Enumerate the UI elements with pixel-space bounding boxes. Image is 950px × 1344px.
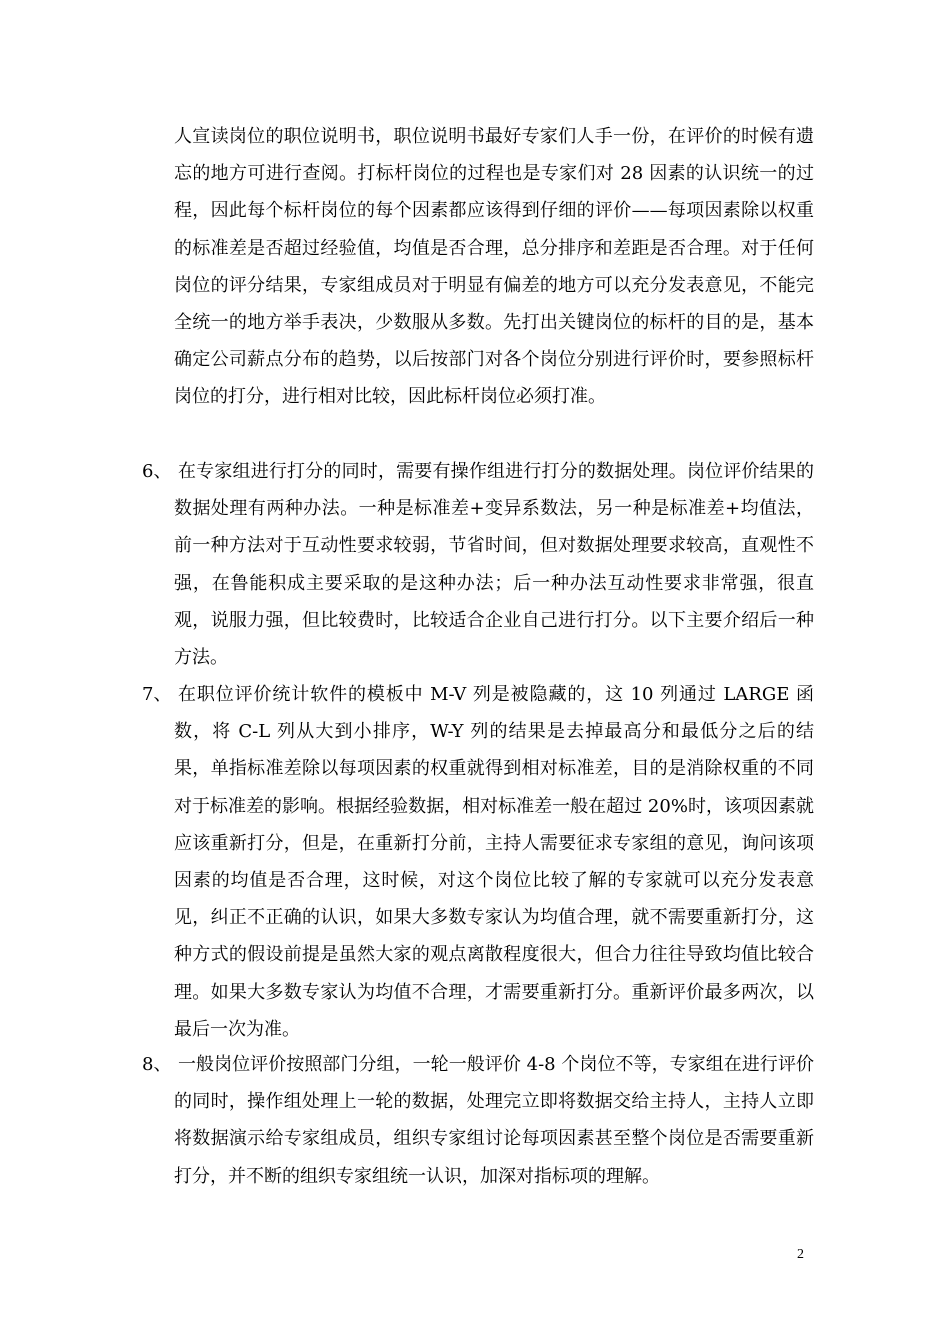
list-item-text: 一般岗位评价按照部门分组，一轮一般评价 4-8 个岗位不等，专家组在进行评价的同时，操作组处理上一轮的数据，处理完立即将数据交给主持人，主持人立即将数据演示给专家组成员，组织专家组讨论每项因素甚至整个岗位是否需要重新打分，并不断的组织专家组统一认识，加深对指标项的理解。	[174, 1054, 814, 1187]
list-item-text: 在专家组进行打分的同时，需要有操作组进行打分的数据处理。岗位评价结果的数据处理有两种办法。一种是标准差+变异系数法，另一种是标准差+均值法，前一种方法对于互动性要求较弱，节省时间，但对数据处理要求较高，直观性不强，在鲁能积成主要采取的是这种办法；后一种办法互动性要求非常强，很直观，说服力强，但比较费时，比较适合企业自己进行打分。以下主要介绍后一种方法。	[174, 461, 814, 669]
list-item-number: 8、	[142, 1054, 172, 1075]
continuation-paragraph: 人宣读岗位的职位说明书，职位说明书最好专家们人手一份，在评价的时候有遗忘的地方可进行查阅。打标杆岗位的过程也是专家们对 28 因素的认识统一的过程，因此每个标杆岗位的每个因素都应该得到仔细的评价——每项因素除以权重的标准差是否超过经验值，均值是否合理，总分排序和差距是否合理。对于任何岗位的评分结果，专家组成员对于明显有偏差的地方可以充分发表意见，不能完全统一的地方举手表决，少数服从多数。先打出关键岗位的标杆的目的是，基本确定公司薪点分布的趋势，以后按部门对各个岗位分别进行评价时，要参照标杆岗位的打分，进行相对比较，因此标杆岗位必须打准。	[174, 126, 814, 408]
list-item	[142, 676, 814, 1048]
list-item-number: 7、	[142, 684, 172, 705]
page-number: 2	[797, 1247, 804, 1262]
list-item-text: 在职位评价统计软件的模板中 M-V 列是被隐藏的，这 10 列通过 LARGE 函数，将 C-L 列从大到小排序，W-Y 列的结果是去掉最高分和最低分之后的结果，单指标准差除以每项因素的权重就得到相对标准差，目的是消除权重的不同对于标准差的影响。根据经验数据，相对标准差一般在超过 20%时，该项因素就应该重新打分，但是，在重新打分前，主持人需要征求专家组的意见，询问该项因素的均值是否合理，这时候，对这个岗位比较了解的专家就可以充分发表意见，纠正不正确的认识，如果大多数专家认为均值合理，就不需要重新打分，这种方式的假设前提是虽然大家的观点离散程度很大，但合力往往导致均值比较合理。如果大多数专家认为均值不合理，才需要重新打分。重新评价最多两次，以最后一次为准。	[174, 684, 814, 1040]
list-item	[142, 1046, 814, 1195]
list-item	[142, 453, 814, 676]
list-item-number: 6、	[142, 461, 172, 482]
